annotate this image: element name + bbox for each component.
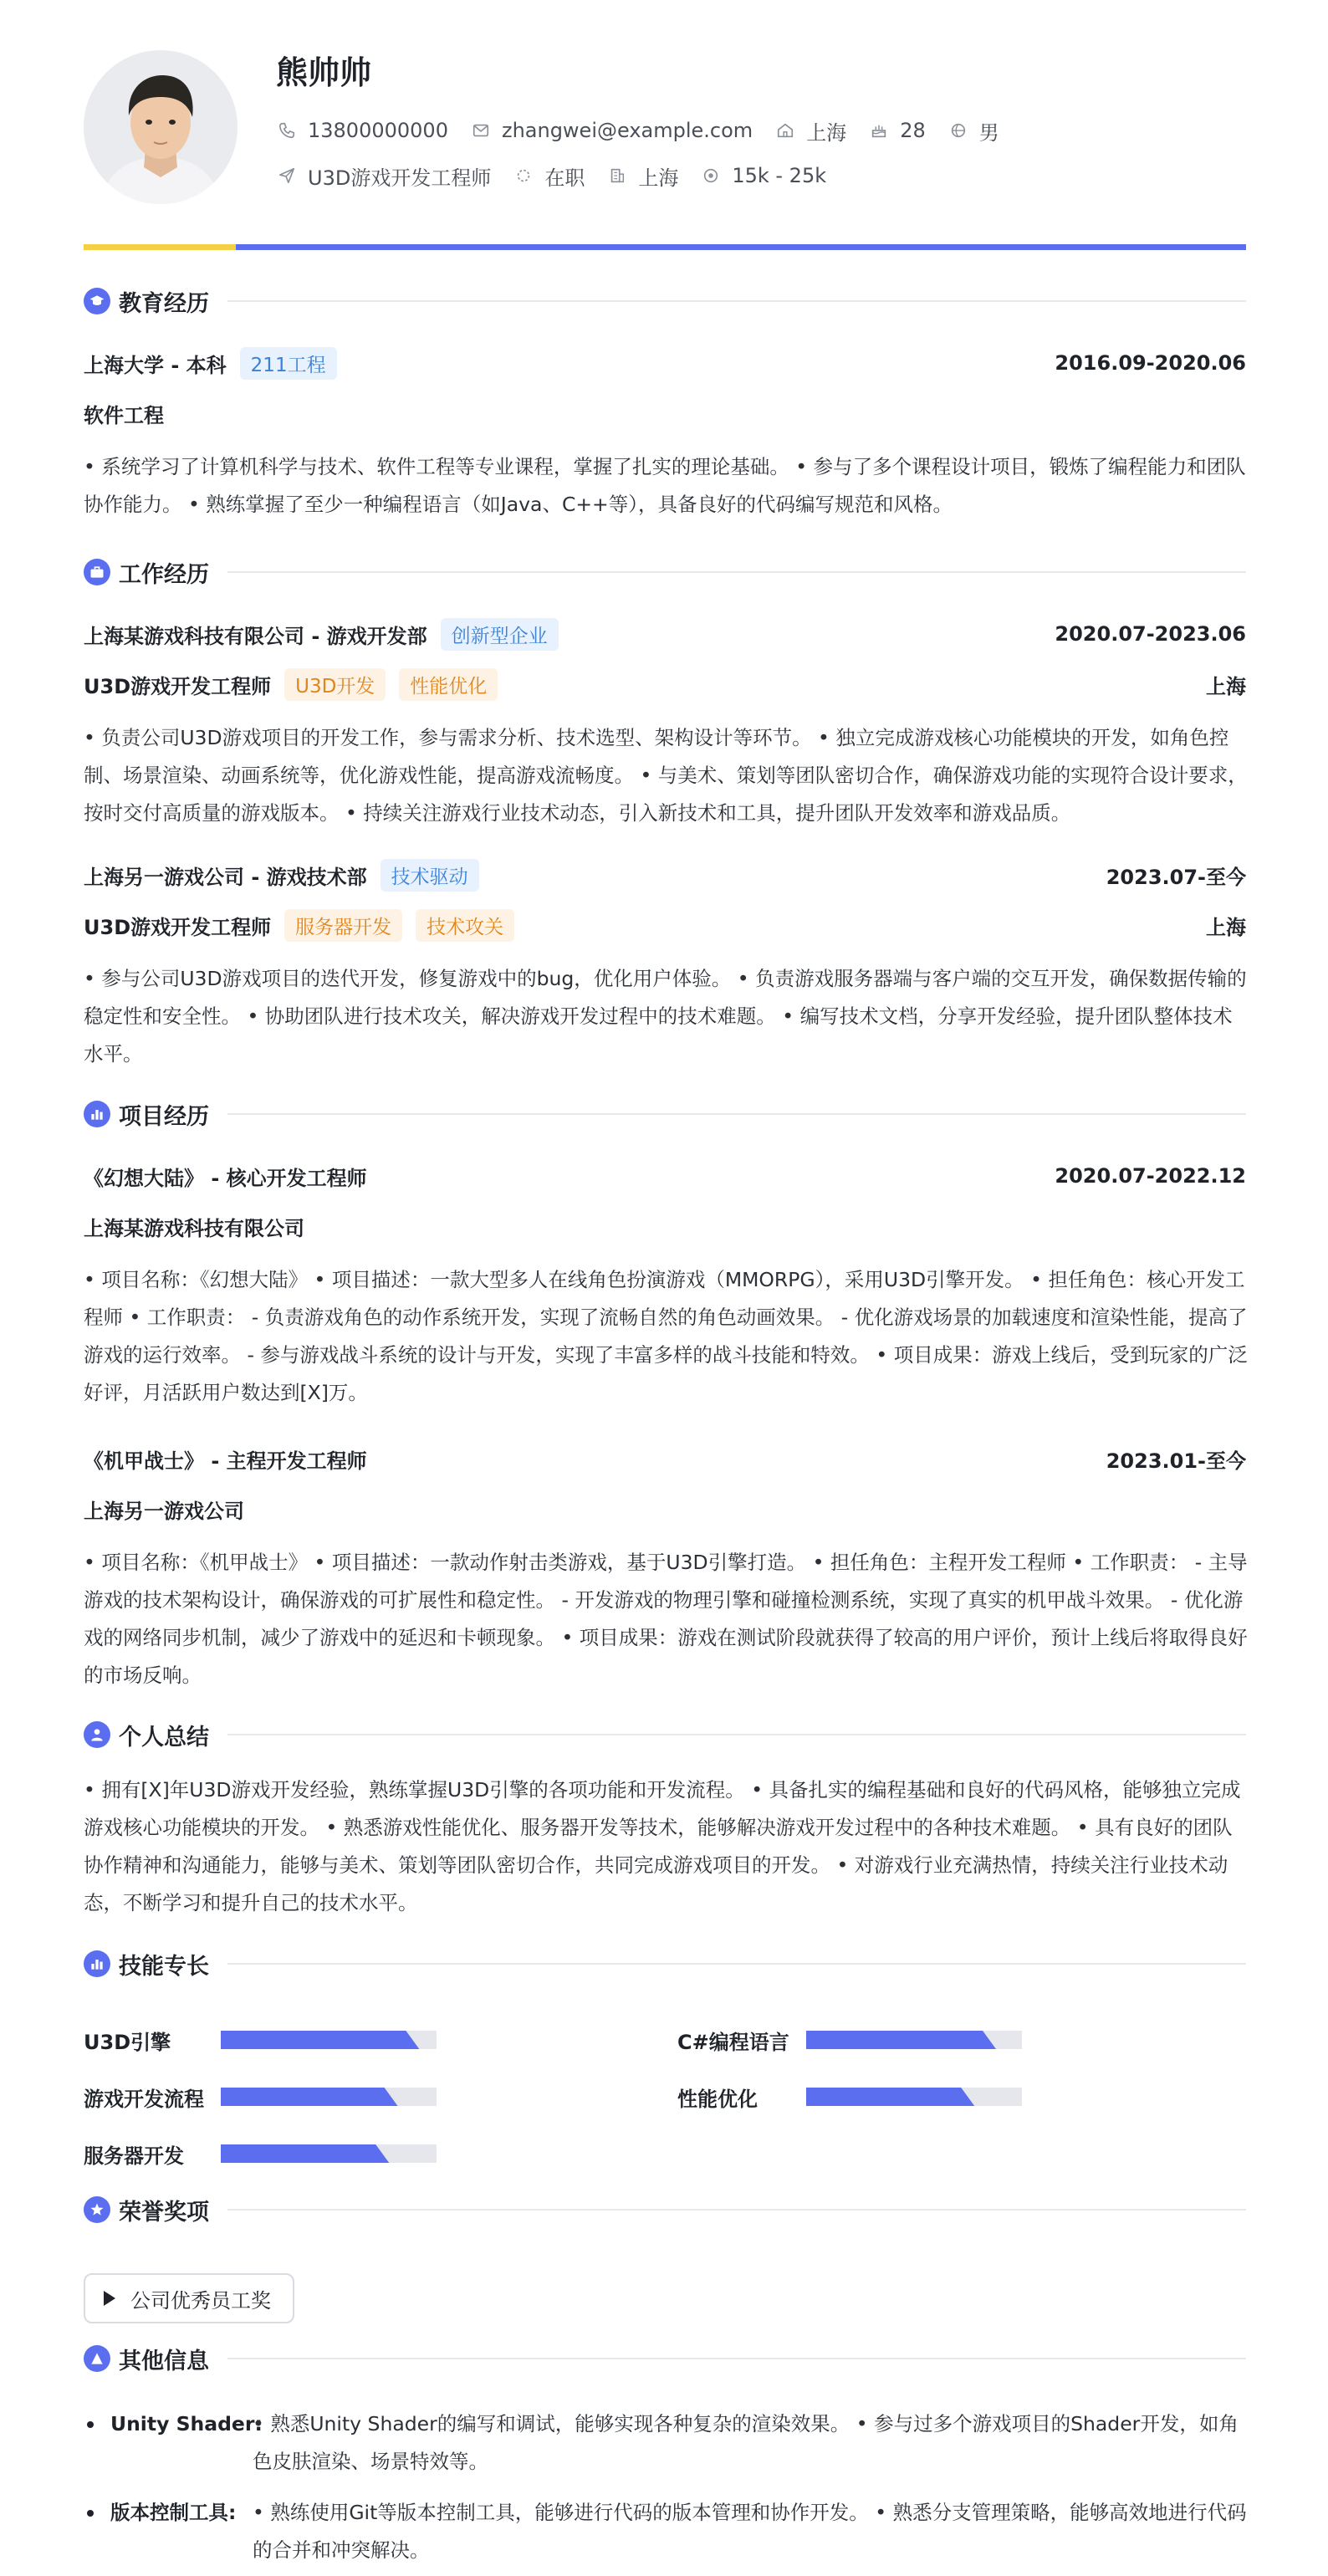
project-description: • 项目名称：《机甲战士》 • 项目描述：一款动作射击类游戏，基于U3D引擎打造。 • 担任角色：主程开发工程师 • 工作职责： - 主导游戏的技术架构设计，确保游戏的可扩展性和稳定性。 - 开发游戏的物理引擎和碰撞检测系统，实现了真实的机甲战斗效果。 - 优化游戏的网络同步机制，减少了游戏中的延迟和卡顿现象。 • 项目成果：游戏在测试阶段就获得了较高的用户评价，预计上线后将取得良好的市场反响。 — [84, 1551, 1248, 1687]
section-work-title — [84, 555, 1246, 589]
project-date: 2020.07-2022.12 — [1055, 1164, 1246, 1188]
work-location: 上海 — [1206, 674, 1246, 698]
company-name: 上海某游戏科技有限公司 - 游戏开发部 — [84, 624, 427, 648]
section-label: 其他信息 — [119, 2348, 209, 2374]
skill-tag: 技术攻关 — [416, 909, 514, 942]
section-projects-title — [84, 1097, 1246, 1131]
skill-bar — [221, 2144, 437, 2163]
project-title-row — [84, 1442, 1246, 1475]
other-info-value: • 熟悉Unity Shader的编写和调试，能够实现各种复杂的渲染效果。 • 参与过多个游戏项目的Shader开发，如角色皮肤渲染、场景特效等。 — [253, 2412, 1239, 2473]
gender-item — [949, 116, 999, 146]
skill-name: C#编程语言 — [677, 2031, 789, 2054]
project-description: • 项目名称：《幻想大陆》 • 项目描述：一款大型多人在线角色扮演游戏（MMORPG），采用U3D引擎开发。 • 担任角色：核心开发工程师 • 工作职责： - 负责游戏角色的动作系统开发，实现了流畅自然的角色动画效果。 - 优化游戏场景的加载速度和渲染性能，提高了游戏的运行效率。 - 参与游戏战斗系统的设计与开发，实现了丰富多样的战斗技能和特效。 • 项目成果：游戏上线后，受到玩家的广泛好评，月活跃用户数达到[X]万。 — [84, 1268, 1248, 1404]
job-title-item — [278, 161, 491, 191]
project-company-row — [84, 1492, 1246, 1526]
work-position-row — [84, 667, 1246, 701]
other-info-item — [84, 2405, 1248, 2481]
company-tag: 创新型企业 — [441, 618, 559, 651]
project-date: 2023.01-至今 — [1106, 1449, 1246, 1473]
status-item — [514, 161, 585, 191]
major: 软件工程 — [84, 403, 164, 427]
summary-text: • 拥有[X]年U3D游戏开发经验，熟练掌握U3D引擎的各项功能和开发流程。 • 具备扎实的编程基础和良好的代码风格，能够独立完成游戏核心功能模块的开发。 • 熟悉游戏性能优化、服务器开发等技术，能够解决游戏开发过程中的各种技术难题。 • 具有良好的团队协作精神和沟通能力，能够与美术、策划等团队密切合作，共同完成游戏项目的开发。 • 对游戏行业充满热情，持续关注行业技术动态，不断学习和提升自己的技术水平。 — [84, 1778, 1241, 1914]
salary-text: 15k - 25k — [732, 164, 827, 187]
header-divider-accent — [84, 244, 236, 250]
company-name: 上海另一游戏公司 - 游戏技术部 — [84, 865, 367, 889]
education-description: • 系统学习了计算机科学与技术、软件工程等专业课程，掌握了扎实的理论基础。 • 参与了多个课程设计项目，锻炼了编程能力和团队协作能力。 • 熟练掌握了至少一种编程语言（如Java、C++等），具备良好的代码编写规范和风格。 — [84, 455, 1246, 516]
skill-name: 游戏开发流程 — [84, 2088, 204, 2111]
skill-bar-fill — [221, 2088, 398, 2106]
section-label: 教育经历 — [119, 290, 209, 317]
work-company-row — [84, 617, 1246, 651]
bullet-dot — [87, 2510, 94, 2517]
section-label: 工作经历 — [119, 561, 209, 588]
skill-bar — [221, 2031, 437, 2049]
work-position-row — [84, 908, 1246, 942]
city-item — [776, 116, 846, 146]
skill-bar — [806, 2031, 1022, 2049]
education-major-row — [84, 396, 1246, 430]
skill-bar-fill — [221, 2144, 389, 2163]
phone-text: 13800000000 — [308, 119, 448, 142]
section-other-title — [84, 2342, 1246, 2375]
other-info-item — [84, 2494, 1248, 2569]
graduation-cap-icon — [84, 288, 110, 314]
chart-icon — [84, 1950, 110, 1977]
gender-icon — [949, 121, 968, 140]
avatar-portrait-icon — [84, 50, 238, 204]
school-tag: 211工程 — [240, 347, 337, 380]
chart-icon — [84, 1101, 110, 1127]
section-summary-title — [84, 1718, 1246, 1751]
other-info-key: Unity Shader: — [110, 2412, 263, 2435]
section-label: 项目经历 — [119, 1103, 209, 1130]
skill-tag: 性能优化 — [399, 668, 498, 701]
project-company: 上海某游戏科技有限公司 — [84, 1216, 304, 1240]
position-title: U3D游戏开发工程师 — [84, 674, 272, 698]
work-date: 2020.07-2023.06 — [1055, 622, 1246, 646]
education-school-row — [84, 346, 1246, 380]
target-city-item — [608, 161, 678, 191]
section-label: 个人总结 — [119, 1724, 209, 1751]
job-title-text: U3D游戏开发工程师 — [308, 166, 492, 190]
skill-name: 性能优化 — [677, 2088, 758, 2111]
avatar — [84, 50, 238, 204]
salary-item — [702, 164, 826, 187]
skill-bar — [221, 2088, 437, 2106]
work-company-row — [84, 858, 1246, 892]
skill-tag: 服务器开发 — [284, 909, 402, 942]
profile-header — [84, 47, 1246, 214]
work-date: 2023.07-至今 — [1106, 865, 1246, 889]
position-title: U3D游戏开发工程师 — [84, 915, 272, 939]
skill-bar-fill — [806, 2088, 974, 2106]
section-label: 技能专长 — [119, 1953, 209, 1980]
section-rule — [227, 2209, 1246, 2211]
project-title: 《机甲战士》 - 主程开发工程师 — [84, 1449, 367, 1473]
school-name: 上海大学 - 本科 — [84, 353, 227, 377]
header-divider — [84, 244, 1246, 250]
award-icon — [84, 2196, 110, 2223]
target-city-text: 上海 — [638, 166, 679, 190]
section-rule — [227, 300, 1246, 302]
section-honors-title — [84, 2193, 1246, 2226]
skill-bar — [806, 2088, 1022, 2106]
play-triangle-icon — [104, 2291, 115, 2306]
section-label: 荣誉奖项 — [119, 2199, 209, 2226]
award-chip[interactable] — [84, 2273, 294, 2323]
other-info-key: 版本控制工具: — [110, 2501, 237, 2524]
skill-tag: U3D开发 — [284, 668, 386, 701]
project-company: 上海另一游戏公司 — [84, 1499, 244, 1523]
status-text: 在职 — [544, 166, 585, 190]
home-icon — [776, 121, 794, 140]
section-education-title — [84, 284, 1246, 318]
mail-icon — [472, 121, 490, 140]
project-company-row — [84, 1209, 1246, 1243]
status-icon — [514, 166, 533, 185]
skill-name: U3D引擎 — [84, 2031, 171, 2054]
section-rule — [227, 1963, 1246, 1965]
skill-bar-fill — [221, 2031, 419, 2049]
candidate-name: 熊帅帅 — [276, 54, 372, 91]
section-rule — [227, 1113, 1246, 1115]
building-icon — [608, 166, 626, 185]
section-rule — [227, 1734, 1246, 1735]
user-icon — [84, 1721, 110, 1748]
age-text: 28 — [900, 119, 926, 142]
email-text: zhangwei@example.com — [501, 119, 753, 142]
work-description: • 参与公司U3D游戏项目的迭代开发，修复游戏中的bug，优化用户体验。 • 负责游戏服务器端与客户端的交互开发，确保数据传输的稳定性和安全性。 • 协助团队进行技术攻关，解决游戏开发过程中的技术难题。 • 编写技术文档，分享开发经验，提升团队整体技术水平。 — [84, 967, 1247, 1066]
phone-item — [278, 119, 448, 142]
section-rule — [227, 2358, 1246, 2359]
project-title-row — [84, 1159, 1246, 1193]
skill-name: 服务器开发 — [84, 2144, 184, 2168]
job-intent-row — [278, 161, 850, 191]
skill-bar-fill — [806, 2031, 996, 2049]
work-description: • 负责公司U3D游戏项目的开发工作，参与需求分析、技术选型、架构设计等环节。 • 独立完成游戏核心功能模块的开发，如角色控制、场景渲染、动画系统等，优化游戏性能，提高游戏流畅度。 • 与美术、策划等团队密切合作，确保游戏功能的实现符合设计要求，按时交付高质量的游戏版本。 • 持续关注游戏行业技术动态，引入新技术和工具，提升团队开发效率和游戏品质。 — [84, 726, 1248, 825]
send-icon — [278, 166, 296, 185]
city-text: 上海 — [806, 120, 847, 145]
briefcase-icon — [84, 559, 110, 585]
work-location: 上海 — [1206, 915, 1246, 939]
money-icon — [702, 166, 720, 185]
section-skills-title — [84, 1947, 1246, 1981]
project-title: 《幻想大陆》 - 核心开发工程师 — [84, 1166, 367, 1190]
company-tag: 技术驱动 — [381, 859, 479, 892]
contact-row — [278, 115, 1023, 146]
info-icon — [84, 2345, 110, 2372]
other-info-value: • 熟练使用Git等版本控制工具，能够进行代码的版本管理和协作开发。 • 熟悉分支管理策略，能够高效地进行代码的合并和冲突解决。 — [253, 2501, 1247, 2562]
gender-text: 男 — [978, 120, 999, 145]
section-rule — [227, 571, 1246, 573]
award-label: 公司优秀员工奖 — [130, 2288, 271, 2313]
bullet-dot — [87, 2421, 94, 2428]
age-item — [870, 119, 926, 142]
education-date: 2016.09-2020.06 — [1055, 351, 1246, 375]
phone-icon — [278, 121, 296, 140]
email-item — [472, 119, 753, 142]
cake-icon — [870, 121, 888, 140]
